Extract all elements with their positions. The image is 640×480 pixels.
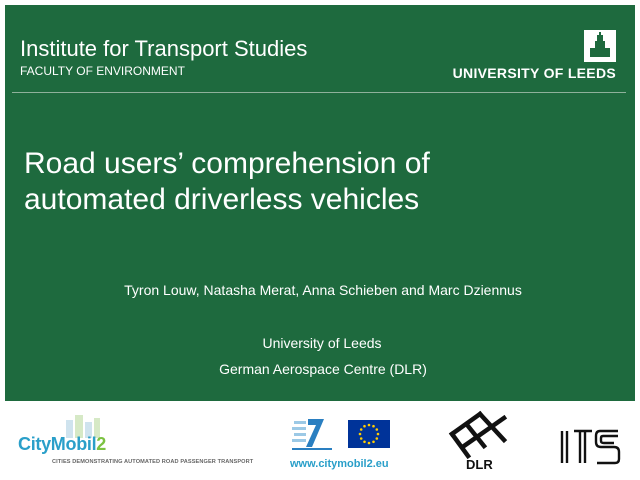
website-url: www.citymobil2.eu xyxy=(290,458,389,470)
affiliation-leeds: University of Leeds xyxy=(262,335,382,351)
dlr-logo-icon xyxy=(442,410,516,460)
its-logo-icon xyxy=(558,428,622,466)
citymobil-wordmark xyxy=(18,434,106,455)
citymobil-tagline: CITIES DEMONSTRATING AUTOMATED ROAD PASSENGER TRANSPORT xyxy=(52,459,254,465)
fp7-logo-icon xyxy=(290,417,334,451)
leeds-crest-icon xyxy=(584,30,616,62)
dlr-wordmark: DLR xyxy=(466,457,493,472)
institute-title: Institute for Transport Studies xyxy=(20,36,308,61)
eu-flag-icon xyxy=(348,420,390,448)
header-divider xyxy=(12,92,626,93)
presentation-title xyxy=(24,146,584,218)
citymobil-number: 2 xyxy=(96,434,107,454)
title-line-2: automated driverless vehicles xyxy=(24,183,420,216)
authors-line: Tyron Louw, Natasha Merat, Anna Schieben and Marc Dziennus xyxy=(124,282,522,298)
citymobil-name: CityMobil xyxy=(18,434,97,454)
affiliation-dlr: German Aerospace Centre (DLR) xyxy=(219,361,427,377)
title-line-1: Road users’ comprehension of xyxy=(24,147,430,180)
faculty-label: FACULTY OF ENVIRONMENT xyxy=(20,64,185,78)
university-name: UNIVERSITY OF LEEDS xyxy=(452,65,616,81)
